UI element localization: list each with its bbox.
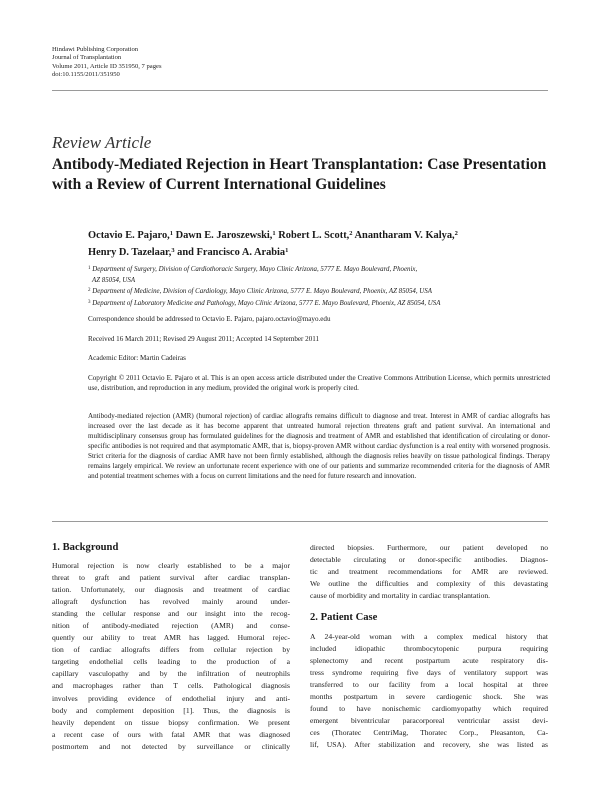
text-line: We outline the difficulties and complexity of this devastating [310, 579, 548, 589]
article-title: Antibody-Mediated Rejection in Heart Transplantation: Case Presentation with a Review of Current International Guidelines [52, 156, 547, 193]
abstract-rule [52, 521, 548, 522]
background-continued-column [310, 542, 548, 602]
text-line: A 24-year-old woman with a complex medical history that [310, 632, 548, 641]
text-line: tress syndrome requiring five days of ventilatory support was [310, 668, 548, 678]
header-rule [52, 90, 548, 91]
text-line: tion of cardiac allografts differs from cellular rejection by [52, 645, 290, 655]
dates: Received 16 March 2011; Revised 29 August 2011; Accepted 14 September 2011 [88, 335, 320, 343]
text-line: heavily dependent on tissue biopsy confirmation. We present [52, 717, 290, 727]
background-column [52, 560, 290, 753]
text-line: months postpartum in severe cardiogenic shock. She was [310, 692, 548, 702]
copyright-notice: Copyright © 2011 Octavio E. Pajaro et al. This is an open access article distributed under the Creative Commons Attribution License, which permits unrestricted use, distribution, and reproduction in any medium, provided the original work is properly cited. [88, 374, 550, 392]
doi: doi:10.1155/2011/351950 [52, 70, 120, 78]
text-line: postmortem and not detected by surveillance or clinically [52, 741, 290, 751]
author-list: Octavio E. Pajaro,$^1$ Dawn E. Jaroszewski,$^1$ Robert L. Scott,$^2$ Anantharam V. Kalya,$^2$ Henry D. Tazelaar,$^3$ and Francisco A. Arabia$^1$ [88, 230, 458, 258]
text-line: included idiopathic thrombocytopenic purpura requiring [310, 644, 548, 654]
section-heading-patient-case: 2. Patient Case [310, 612, 378, 623]
text-line: threat to graft and patient survival after cardiac transplan- [52, 573, 290, 583]
text-line: directed biopsies. Furthermore, our patient developed no [310, 543, 548, 552]
volume-info: Volume 2011, Article ID 351950, 7 pages [52, 62, 162, 70]
text-line: a recent case of ours with fatal AMR that was diagnosed [52, 729, 290, 739]
patient-case-column [310, 631, 548, 751]
text-line: splenectomy and recent postpartum acute respiratory dis- [310, 656, 548, 666]
academic-editor: Academic Editor: Martin Cadeiras [88, 354, 186, 362]
text-line: targeting endothelial cells leading to the production of a [52, 657, 290, 667]
text-line: transferred to our facility from a local hospital at three [310, 680, 548, 690]
text-line: cause of morbidity and mortality in cardiac transplantation. [310, 591, 491, 601]
text-line: found to have nonischemic cardiomyopathy which required [310, 704, 548, 714]
text-line: tic and treatment recommendations for AMR are reviewed. [310, 567, 548, 577]
text-line: capillary vasculopathy and by the infiltration of neutrophils [52, 669, 290, 679]
text-line: lif, USA). After stabilization and recovery, she was listed as [310, 740, 548, 750]
text-line: Humoral rejection is now clearly established to be a major [52, 561, 290, 570]
affiliations: $^1$ Department of Surgery, Division of Cardiothoracic Surgery, Mayo Clinic Arizona, 5777 E. Mayo Boulevard, Phoenix, AZ 85054, USA $^2$ Department of Medicine, Division of Cardiology, Mayo Clinic Arizona, 5777 E. Mayo Boulevard, Phoenix, AZ 85054, USA $^3$ Department of Laboratory Medicine and Pathology, Mayo Clinic Arizona, 5777 E. Mayo Boulevard, Phoenix, AZ 85054, USA [88, 266, 441, 308]
text-line: emergent biventricular paracorporeal ventricular assist devi- [310, 716, 548, 726]
text-line: tation. Unfortunately, our diagnosis and treatment of cardiac [52, 585, 290, 595]
journal-info [52, 46, 162, 79]
text-line: ces (Thoratec CentriMag, Thoratec Corp., Pleasanton, Ca- [310, 728, 548, 738]
text-line: and macrophages rather than T cells. Pathological diagnosis [52, 681, 290, 691]
text-line: allograft dysfunction has revolved mainly around under- [52, 597, 290, 607]
text-line: quently our ability to treat AMR has lagged. Humoral rejec- [52, 633, 290, 643]
article-type: Review Article [52, 133, 152, 152]
section-heading-background: 1. Background [52, 542, 119, 553]
text-line: body and complement deposition [1]. Thus, the diagnosis is [52, 705, 290, 715]
publisher: Hindawi Publishing Corporation [52, 46, 139, 53]
text-line: nition of antibody-mediated rejection (AMR) and conse- [52, 621, 290, 631]
correspondence: Correspondence should be addressed to Octavio E. Pajaro, pajaro.octavio@mayo.edu [88, 315, 331, 323]
journal-name: Journal of Transplantation [52, 54, 122, 62]
text-line: detectable circulating or donor-specific antibodies. Diagnos- [310, 555, 548, 565]
abstract: Antibody-mediated rejection (AMR) (humoral rejection) of cardiac allografts remains difficult to diagnose and treat. Interest in AMR of cardiac allografts has increased over the last decade as it has become apparent that untreated humoral rejection threatens graft and patient survival. An international and multidisciplinary consensus group has formulated guidelines for the diagnosis and treatment of AMR and established that identification of circulating or donor-specific antibodies is not required and that asymptomatic AMR, that is, biopsy-proven AMR without cardiac dysfunction is a real entity with worsened prognosis. Strict criteria for the diagnosis of cardiac AMR have not been firmly established, although the diagnosis relies heavily on tissue pathological findings. Therapy remains largely empirical. We review an unfortunate recent experience with one of our patients and summarize recommended criteria for the diagnosis of AMR and potential treatment schemes with a focus on current limitations and the need for future research and innovation. [88, 412, 550, 480]
text-line: involves providing evidence of endothelial injury and anti- [52, 693, 290, 703]
text-line: standing the cellular response and our insight into the recog- [52, 609, 290, 619]
